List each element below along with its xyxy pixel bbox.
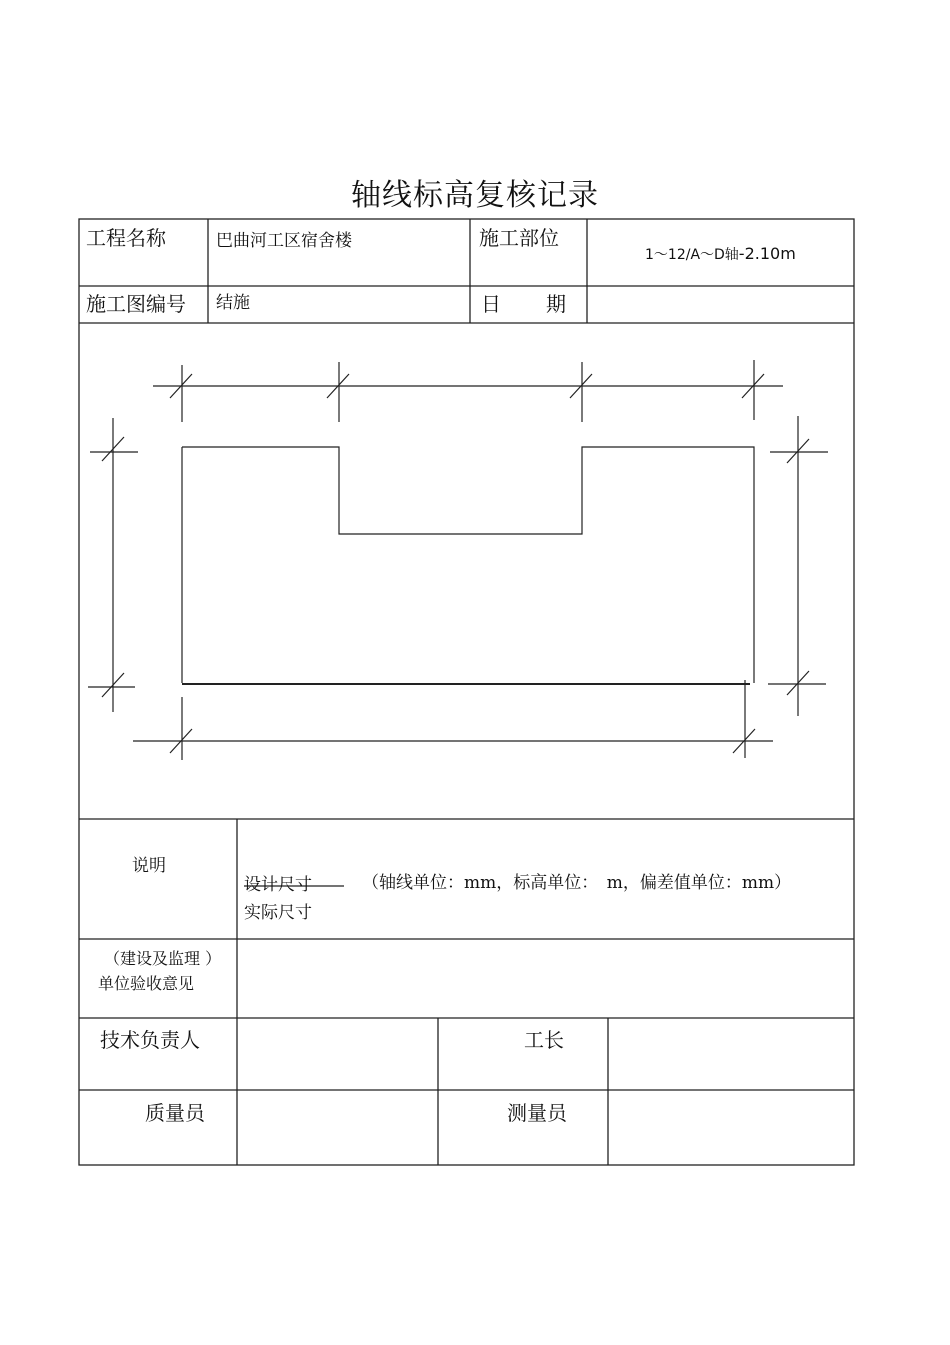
- part-axis-range: 1～12/A～D轴: [645, 247, 739, 263]
- design-dim-label: 设计尺寸: [244, 875, 312, 895]
- units-note: （轴线单位：mm，标高单位： m，偏差值单位：mm）: [362, 873, 792, 893]
- tech-lead-label: 技术负责人: [100, 1028, 200, 1052]
- axis-plan-drawing: [88, 360, 828, 760]
- part-elevation: -2.10m: [738, 244, 796, 263]
- surveyor-label: 测量员: [507, 1101, 567, 1125]
- acceptance-label-line1: （建设及监理 ）: [104, 949, 222, 968]
- drawing-number-label: 施工图编号: [86, 292, 186, 316]
- project-name-label: 工程名称: [86, 226, 166, 250]
- actual-dim-label: 实际尺寸: [244, 903, 312, 923]
- construction-part-value: [645, 240, 796, 264]
- date-label-1: 日: [481, 292, 501, 316]
- drawing-number-value: 结施: [216, 293, 250, 313]
- page-title: 轴线标高复核记录: [351, 178, 599, 213]
- project-name-value: 巴曲河工区宿舍楼: [216, 231, 352, 251]
- date-label-2: 期: [546, 292, 566, 316]
- notes-label: 说明: [132, 856, 166, 876]
- quality-inspector-label: 质量员: [145, 1101, 205, 1125]
- acceptance-label-line2: 单位验收意见: [98, 974, 195, 993]
- construction-part-label: 施工部位: [479, 226, 559, 250]
- foreman-label: 工长: [524, 1028, 564, 1052]
